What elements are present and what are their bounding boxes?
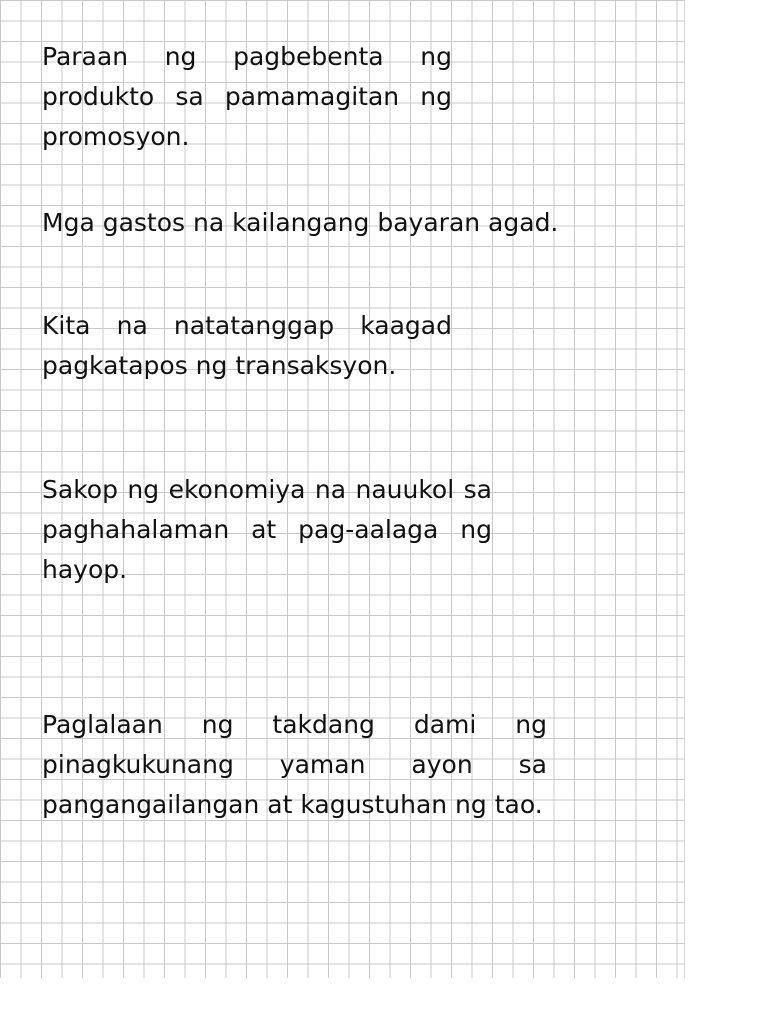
definition-text: Paraan ng pagbebenta ng produkto sa pamamagitan ng promosyon. — [42, 42, 452, 151]
definition-text: Sakop ng ekonomiya na nauukol sa paghahalaman at pag-aalaga ng hayop. — [42, 475, 492, 584]
grid-right-edge — [684, 0, 685, 978]
definition-text: Kita na natatanggap kaagad pagkatapos ng transaksyon. — [42, 311, 452, 380]
definition-text: Paglalaan ng takdang dami ng pinagkukunang yaman ayon sa pangangailangan at kagustuhan ng tao. — [42, 710, 547, 819]
definition-text: Mga gastos na kailangang bayaran agad. — [42, 208, 559, 237]
